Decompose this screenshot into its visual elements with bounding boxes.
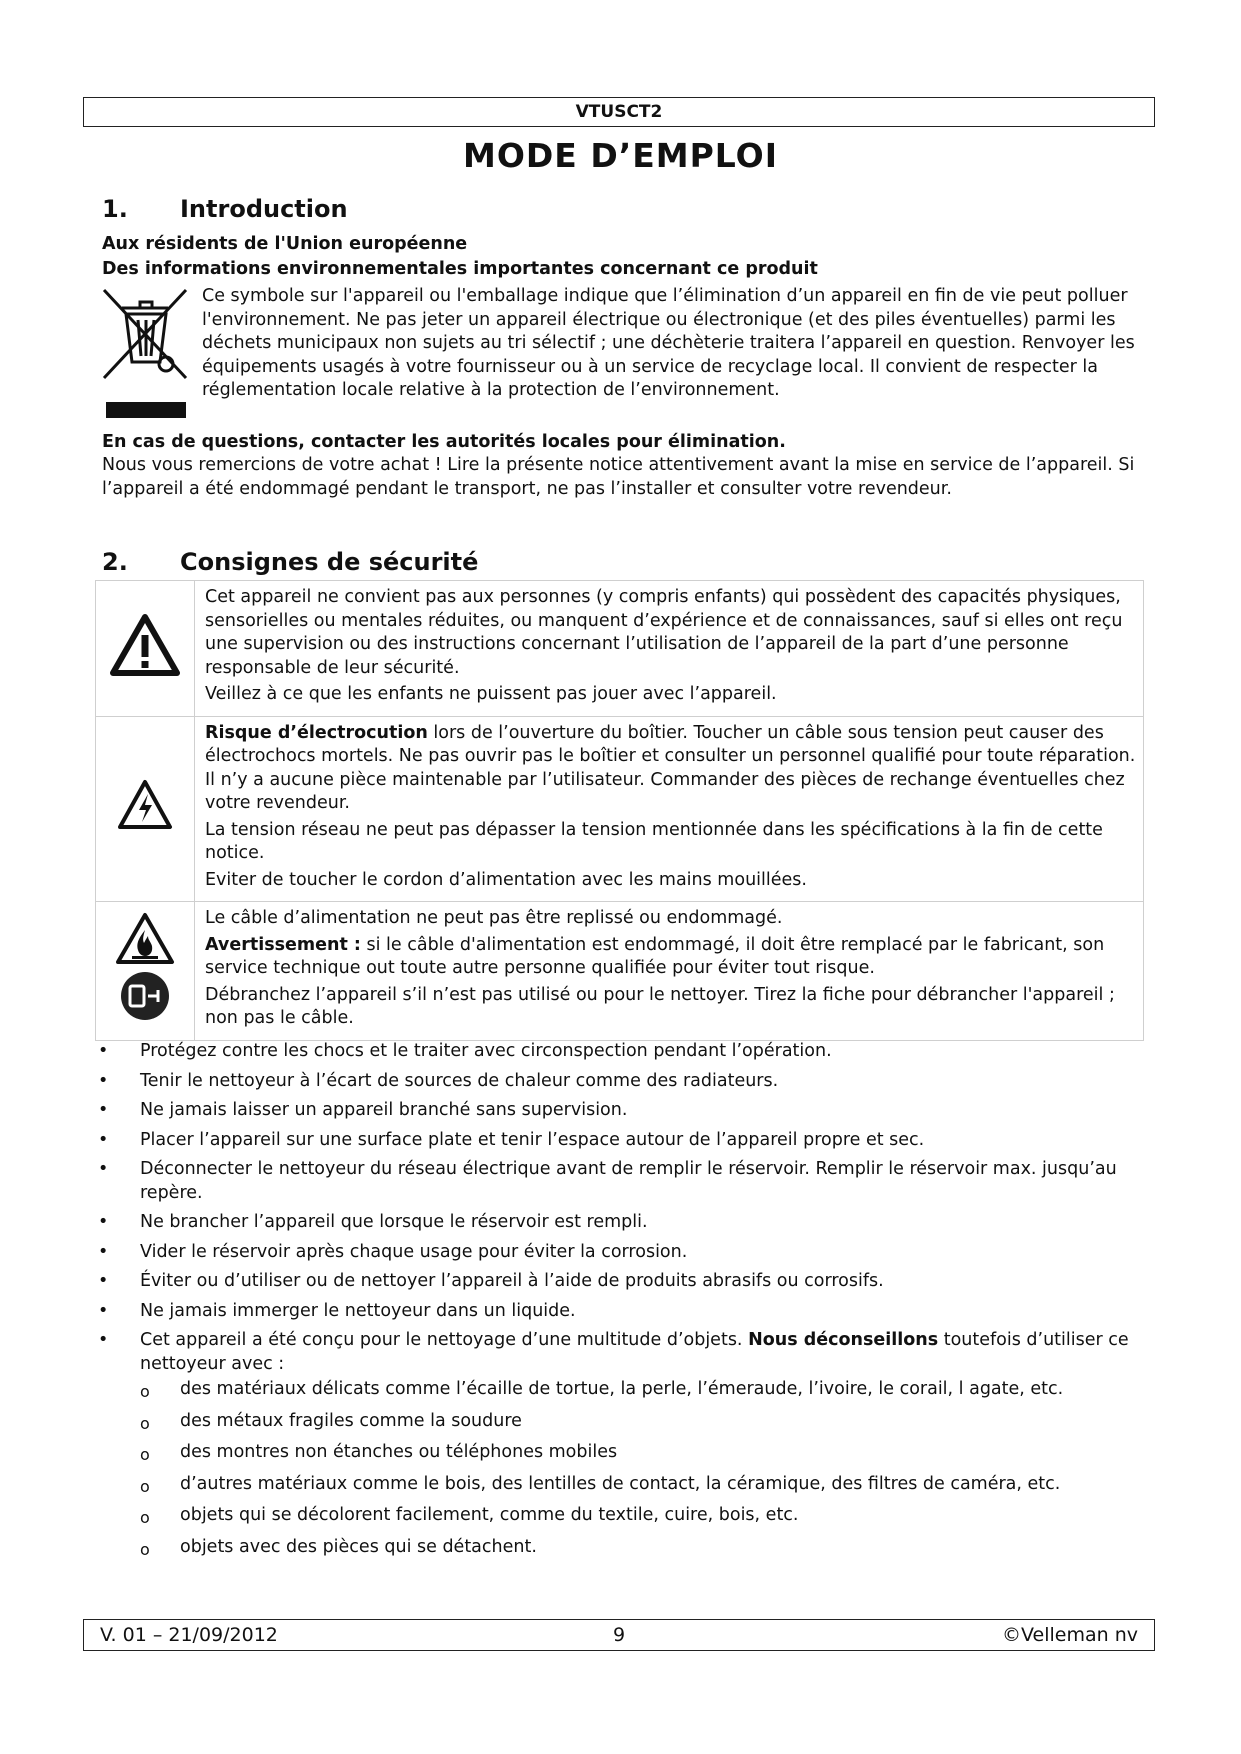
sub-list-item-text: objets qui se décolorent facilement, comme du textile, cuire, bois, etc. — [180, 1505, 799, 1525]
sub-list-item-text: des métaux fragiles comme la soudure — [180, 1410, 522, 1431]
safety-row — [96, 716, 1144, 902]
bullet-icon: • — [98, 1241, 109, 1262]
sub-bullet-icon: o — [140, 1508, 150, 1527]
safety-text-cell — [195, 716, 1144, 902]
list-item — [96, 1329, 1146, 1559]
sub-bullet-icon: o — [140, 1413, 150, 1433]
warning-label: Avertissement : — [205, 934, 361, 955]
safety-paragraph: Veillez à ce que les enfants ne puissent pas jouer avec l’appareil. — [205, 684, 777, 704]
warning-icon — [109, 613, 181, 677]
list-item — [96, 1300, 1146, 1324]
list-item — [96, 1070, 1146, 1094]
list-item — [96, 1241, 1146, 1265]
weee-description: Ce symbole sur l'appareil ou l'emballage indique que l’élimination d’un appareil en fin de vie peut polluer l'environnement. Ne pas jeter un appareil électrique ou électronique (et des piles éventuelles) parmi les déchets municipaux non sujets au tri sélectif ; une déchèterie traitera l’appareil en question. Renvoyer les équipements usagés à votre fournisseur ou à un service de recyclage local. Il convient de respecter la réglementation locale relative à la protection de l’environnement. — [202, 286, 1135, 400]
section-2-title: Consignes de sécurité — [180, 548, 479, 576]
list-item-text: Déconnecter le nettoyeur du réseau électrique avant de remplir le réservoir. Remplir le réservoir max. jusqu’au repère. — [140, 1159, 1117, 1203]
safety-paragraph: Débranchez l’appareil s’il n’est pas utilisé ou pour le nettoyer. Tirez la fiche pour débrancher l'appareil ; non pas le câble. — [205, 984, 1115, 1028]
section-1-title: Introduction — [180, 195, 348, 223]
fire-hazard-icon — [118, 915, 172, 962]
bullet-icon: • — [98, 1159, 109, 1179]
unplug-icon — [121, 972, 169, 1020]
safety-paragraph: Cet appareil ne convient pas aux personnes (y compris enfants) qui possèdent des capacités physiques, sensorielles ou mentales réduites, ou manquent d’expérience et de connaissances, sauf si elles ont reçu une supervision ou des instructions concernant l’utilisation de l’appareil de la part d’une personne responsable de leur sécurité. — [205, 587, 1123, 678]
env-info-line: Des informations environnementales importantes concernant ce produit — [102, 259, 818, 279]
sub-list-item — [140, 1378, 1146, 1402]
fire-and-unplug-icons — [114, 912, 176, 1022]
electric-hazard-icon — [117, 779, 173, 831]
page-title: MODE D’EMPLOI — [463, 136, 778, 175]
sub-list-item-text: des montres non étanches ou téléphones mobiles — [180, 1442, 618, 1462]
sub-bullet-icon: o — [140, 1382, 150, 1401]
safety-paragraph: La tension réseau ne peut pas dépasser la tension mentionnée dans les spécifications à la fin de cette notice. — [205, 819, 1103, 863]
list-item-text: Tenir le nettoyeur à l’écart de sources de chaleur comme des radiateurs. — [140, 1070, 779, 1091]
thanks-paragraph: Nous vous remercions de votre achat ! Lire la présente notice attentivement avant la mise en service de l’appareil. Si l’appareil a été endommagé pendant le transport, ne pas l’installer et consulter votre revendeur. — [102, 455, 1135, 499]
sub-list-item — [140, 1410, 1146, 1434]
list-item-text: Ne jamais immerger le nettoyeur dans un liquide. — [140, 1300, 576, 1321]
sub-list-item-text: d’autres matériaux comme le bois, des lentilles de contact, la céramique, des filtres de caméra, etc. — [180, 1473, 1061, 1494]
electrocution-risk-text: lors de l’ouverture du boîtier. Toucher un câble sous tension peut causer des électrochocs mortels. Ne pas ouvrir pas le boîtier et consulter un personnel qualifié pour toute réparation. Il n’y a aucune pièce maintenable par l’utilisateur. Commander des pièces de rechange éventuelles chez votre revendeur. — [205, 722, 1136, 813]
bullet-icon: • — [98, 1129, 109, 1150]
list-item-bold: Nous déconseillons — [748, 1330, 939, 1350]
list-item — [96, 1270, 1146, 1294]
list-item — [96, 1040, 1146, 1064]
safety-row — [96, 902, 1144, 1041]
footer-box — [83, 1619, 1155, 1651]
model-number: VTUSCT2 — [575, 102, 663, 122]
warning-text: si le câble d'alimentation est endommagé, il doit être remplacé par le fabricant, son service technique out toute autre personne qualifiée pour éviter tout risque. — [205, 934, 1105, 978]
list-item-text: toutefois d’utiliser ce nettoyeur avec : — [140, 1330, 1129, 1374]
safety-paragraph: Le câble d’alimentation ne peut pas être replissé ou endommagé. — [205, 908, 783, 928]
safety-paragraph — [205, 722, 1139, 816]
sub-bullet-icon: o — [140, 1445, 150, 1464]
bullet-icon: • — [98, 1330, 109, 1350]
sub-list-item-text: des matériaux délicats comme l’écaille de tortue, la perle, l’émeraude, l’ivoire, le corail, l agate, etc. — [180, 1379, 1064, 1399]
sub-list-item — [140, 1504, 1146, 1528]
contact-authorities: En cas de questions, contacter les autorités locales pour élimination. — [102, 432, 786, 452]
section-1-heading — [102, 195, 348, 223]
safety-text-cell — [195, 902, 1144, 1041]
weee-bar — [106, 402, 186, 418]
bullet-icon: • — [98, 1041, 109, 1061]
sub-list-item — [140, 1536, 1146, 1560]
list-item-text: Placer l’appareil sur une surface plate et tenir l’espace autour de l’appareil propre et sec. — [140, 1129, 925, 1150]
sub-bullet-list — [140, 1378, 1146, 1559]
safety-icon-cell — [96, 902, 195, 1041]
electrocution-risk-label: Risque d’électrocution — [205, 722, 428, 743]
bullet-icon: • — [98, 1070, 109, 1091]
footer-version: V. 01 – 21/09/2012 — [100, 1624, 278, 1646]
list-item-text: Cet appareil a été conçu pour le nettoyage d’une multitude d’objets. — [140, 1330, 749, 1350]
safety-icon-cell — [96, 716, 195, 902]
list-item-text: Ne brancher l’appareil que lorsque le réservoir est rempli. — [140, 1212, 648, 1232]
list-item-text: Protégez contre les chocs et le traiter avec circonspection pendant l’opération. — [140, 1041, 832, 1061]
list-item — [96, 1099, 1146, 1123]
eu-residents-line: Aux résidents de l'Union européenne — [102, 234, 468, 254]
sub-list-item — [140, 1473, 1146, 1497]
list-item — [96, 1158, 1146, 1205]
footer-copyright: ©Velleman nv — [1002, 1624, 1138, 1646]
list-item-text: Ne jamais laisser un appareil branché sans supervision. — [140, 1100, 628, 1120]
safety-paragraph — [205, 934, 1139, 981]
section-1-number: 1. — [102, 195, 128, 223]
bullet-icon: • — [98, 1212, 109, 1232]
safety-bullet-list — [96, 1040, 1146, 1567]
bullet-icon: • — [98, 1300, 109, 1321]
bullet-icon: • — [98, 1100, 109, 1120]
safety-text-cell — [195, 581, 1144, 717]
footer-page-number: 9 — [612, 1624, 626, 1646]
safety-table — [95, 580, 1144, 1041]
bullet-icon: • — [98, 1271, 109, 1291]
list-item — [96, 1211, 1146, 1235]
section-2-heading — [102, 548, 478, 576]
list-item-text: Éviter ou d’utiliser ou de nettoyer l’appareil à l’aide de produits abrasifs ou corrosifs. — [140, 1271, 884, 1291]
sub-bullet-icon: o — [140, 1539, 150, 1559]
sub-list-item-text: objets avec des pièces qui se détachent. — [180, 1536, 537, 1557]
safety-icon-cell — [96, 581, 195, 717]
sub-list-item — [140, 1441, 1146, 1465]
crossed-bin-icon — [100, 286, 190, 382]
header-box — [83, 97, 1155, 127]
list-item-text: Vider le réservoir après chaque usage pour éviter la corrosion. — [140, 1241, 688, 1262]
section-2-number: 2. — [102, 548, 128, 576]
safety-row — [96, 581, 1144, 717]
safety-paragraph: Eviter de toucher le cordon d’alimentation avec les mains mouillées. — [205, 869, 807, 890]
list-item — [96, 1129, 1146, 1153]
sub-bullet-icon: o — [140, 1476, 150, 1496]
